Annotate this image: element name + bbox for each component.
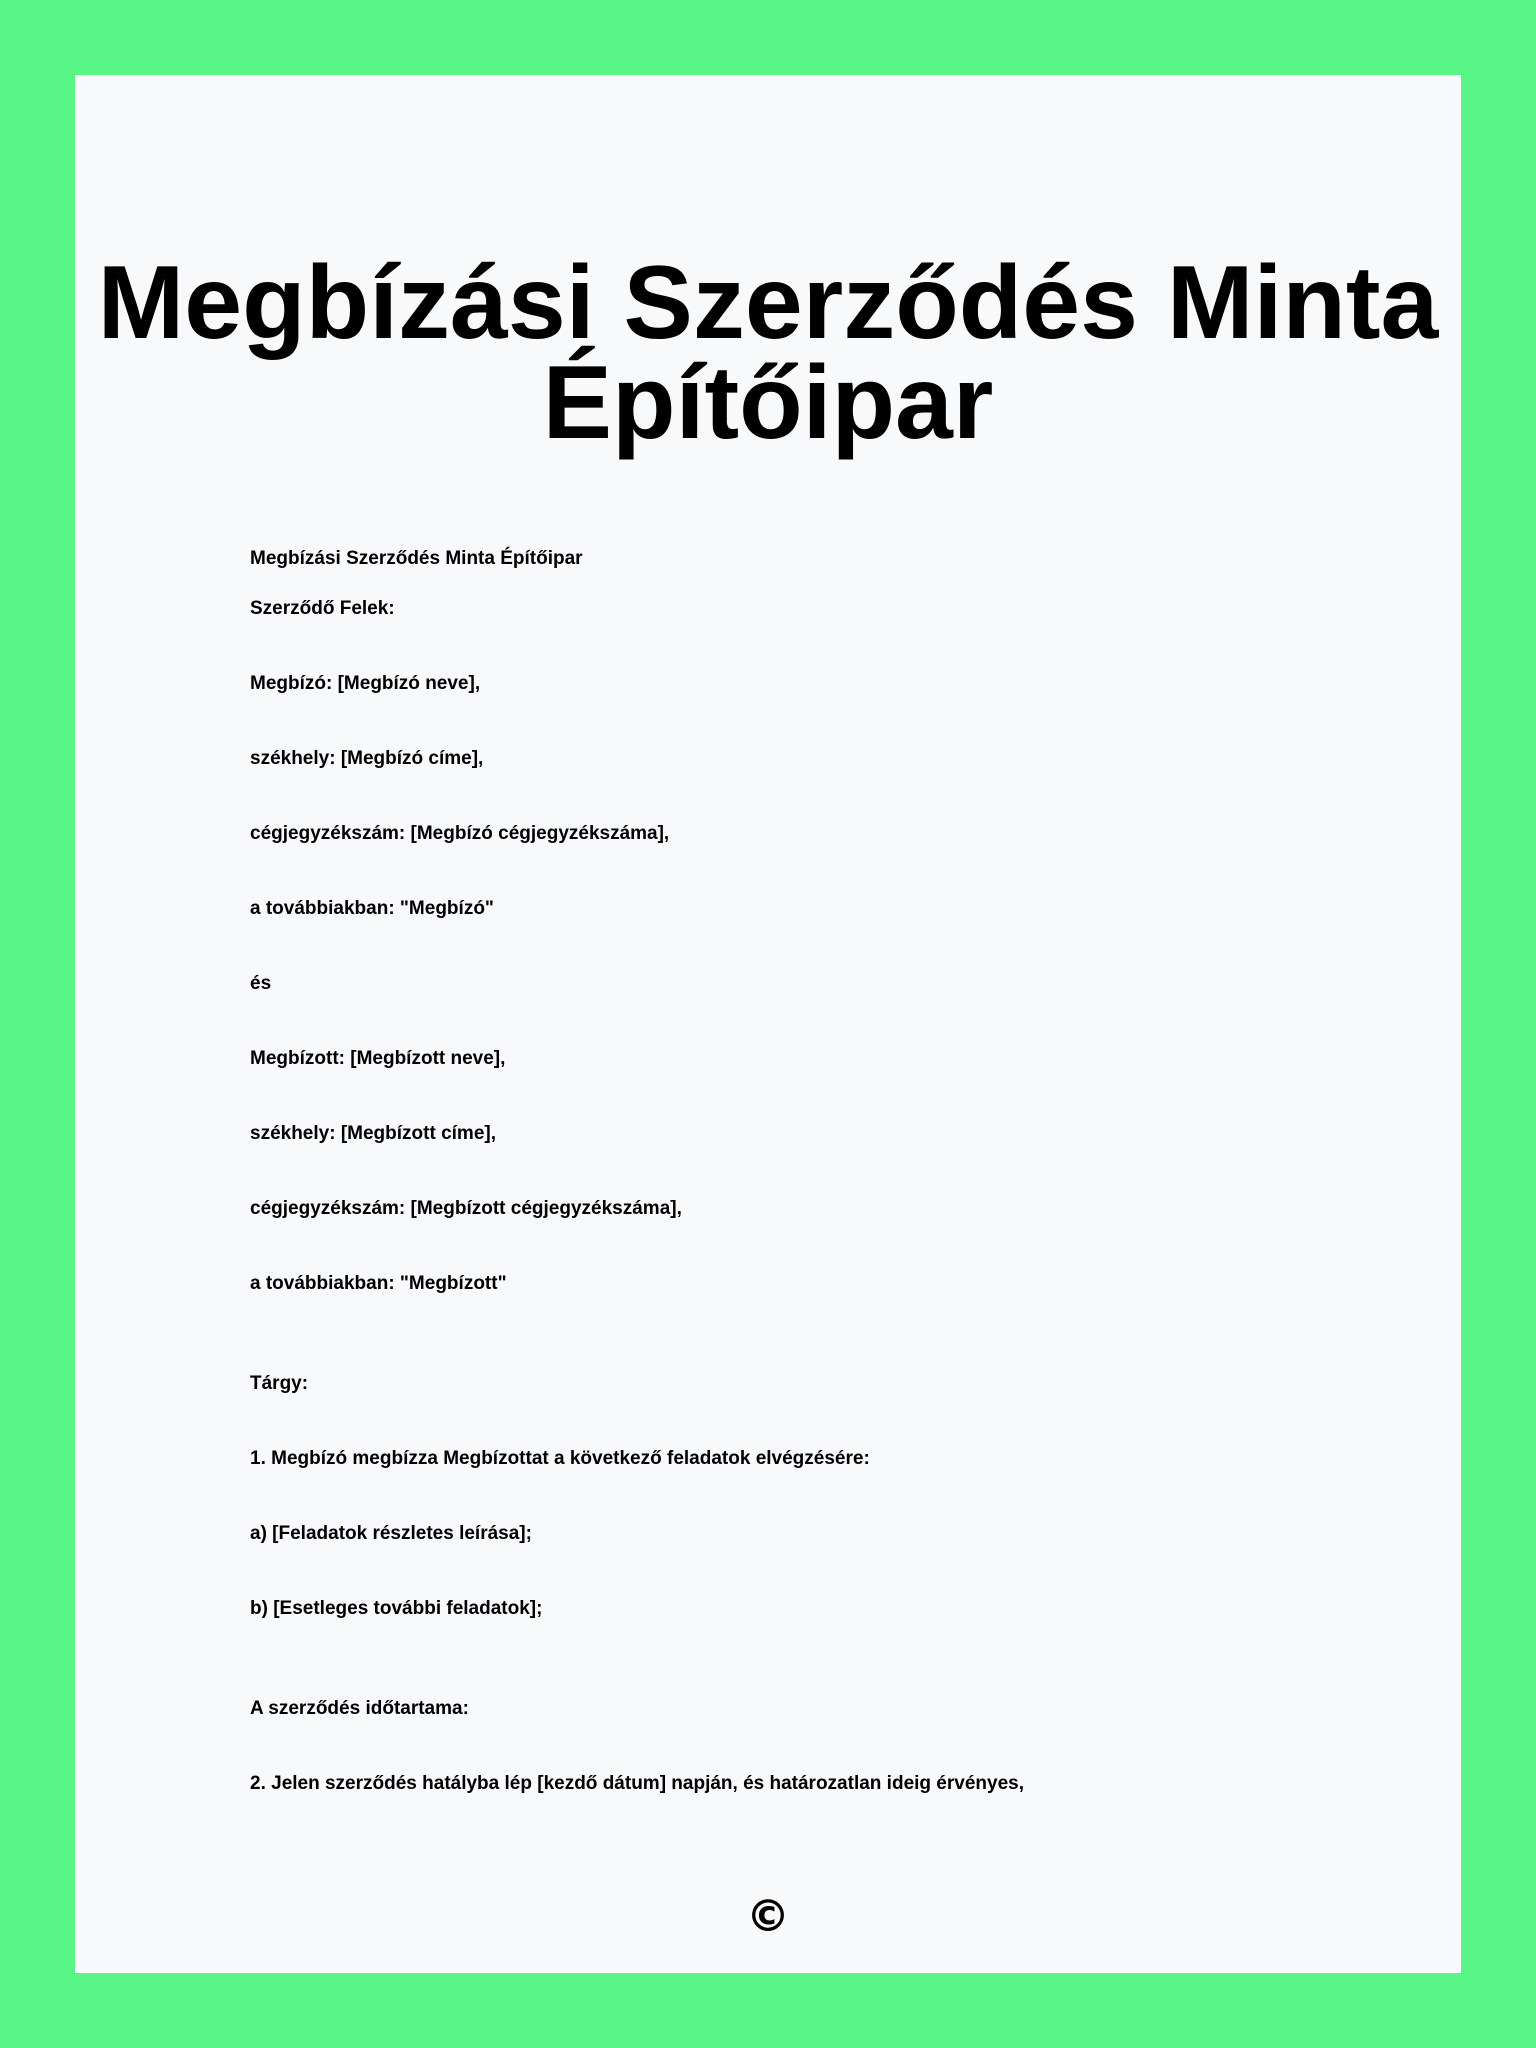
subject-clause-1: 1. Megbízó megbízza Megbízottat a következő feladatok elvégzésére: [250,1448,870,1469]
document-page [75,75,1461,1973]
contractor-name-line: Megbízott: [Megbízott neve], [250,1048,506,1069]
contractor-registration-line: cégjegyzékszám: [Megbízott cégjegyzékszáma], [250,1198,682,1219]
conjunction-line: és [250,973,272,994]
subject-item-b: b) [Esetleges további feladatok]; [250,1598,543,1619]
copyright-icon: © [746,1891,790,1942]
title-line-2: Építőipar [542,345,994,461]
client-name-line: Megbízó: [Megbízó neve], [250,673,481,694]
section-duration-heading: A szerződés időtartama: [250,1698,469,1719]
document-title [75,245,1461,461]
subject-item-a: a) [Feladatok részletes leírása]; [250,1523,532,1544]
client-registration-line: cégjegyzékszám: [Megbízó cégjegyzékszáma], [250,823,670,844]
contractor-alias-line: a továbbiakban: "Megbízott" [250,1273,507,1294]
contractor-seat-line: székhely: [Megbízott címe], [250,1123,496,1144]
title-line-1: Megbízási Szerződés Minta [97,245,1439,361]
section-subject-heading: Tárgy: [250,1373,309,1394]
section-parties-heading: Szerződő Felek: [250,598,395,619]
client-alias-line: a továbbiakban: "Megbízó" [250,898,494,919]
body-heading: Megbízási Szerződés Minta Építőipar [250,548,583,569]
client-seat-line: székhely: [Megbízó címe], [250,748,484,769]
duration-clause-2: 2. Jelen szerződés hatályba lép [kezdő dátum] napján, és határozatlan ideig érvényes, [250,1773,1024,1794]
